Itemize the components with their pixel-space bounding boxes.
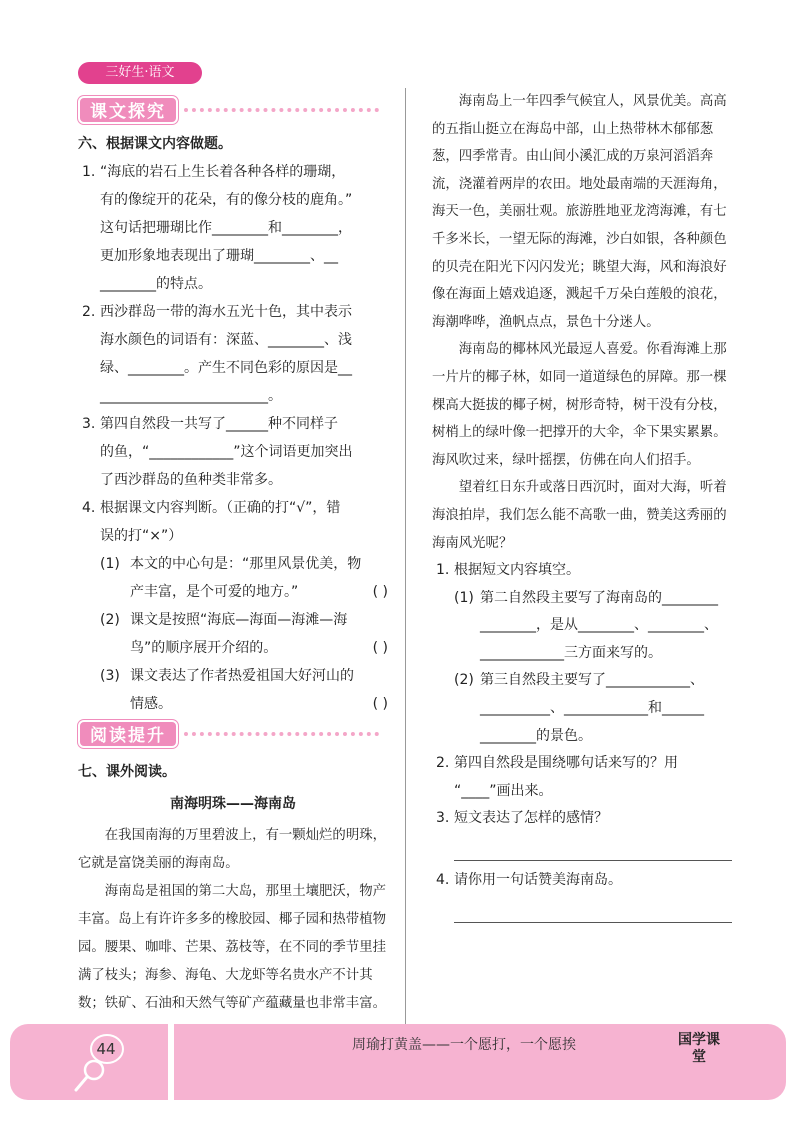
banner-kewen-label: 课文探究: [78, 96, 178, 124]
banner-yuedu: [78, 720, 379, 748]
sub-line: 本文的中心句是：“那里风景优美，物: [130, 556, 362, 572]
passage-paragraph-1: 在我国南海的万里碧波上，有一颗灿烂的明珠，它就是富饶美丽的海南岛。: [78, 828, 386, 871]
q-line: 请你用一句话赞美海南岛。: [454, 872, 622, 889]
banner-kewen: [78, 96, 379, 124]
q-num: 4.: [436, 872, 450, 889]
question-3: [78, 410, 388, 494]
passage-paragraph-5: 望着红日东升或落日西沉时，面对大海，听着海浪拍岸，我们怎么能不高歌一曲，赞美这秀丽的海南风光呢？: [432, 480, 727, 551]
section7-heading: 七、课外阅读。: [78, 764, 176, 780]
banner-dots: [184, 732, 379, 736]
q-line: ________的特点。: [100, 276, 212, 292]
sub-line: 课文表达了作者热爱祖国大好河山的: [130, 668, 354, 684]
q-num: 1.: [82, 164, 96, 180]
q-line: 这句话把珊瑚比作________和________，: [100, 220, 352, 236]
sub-line: ____________三方面来写的。: [480, 644, 662, 661]
passage-paragraph-3: 海南岛上一年四季气候宜人，风景优美。高高的五指山挺立在海岛中部，山上热带林木郁郁葱葱，四季常青。由山间小溪汇成的万泉河滔滔奔流，浇灌着两岸的农田。地处最南端的天涯海角，海天一色，美丽壮观。旅游胜地亚龙湾海滩，有七千多米长，一望无际的海滩，沙白如银，各种颜色的贝壳在阳光下闪闪发光；眺望大海，风和海浪好像在海面上嬉戏追逐，溅起千万朵白莲般的浪花，海潮哗哗，渔帆点点，景色十分迷人。: [432, 94, 727, 330]
series-tag: 三好生·语文: [78, 62, 202, 84]
q-num: 1.: [436, 562, 450, 579]
q-line: 误的打“×”）: [100, 528, 183, 544]
sub-num: (2): [454, 672, 474, 689]
q-line: 根据短文内容填空。: [454, 562, 580, 579]
question-1: [78, 158, 388, 298]
sub-line-text: 产丰富，是个可爱的地方。”: [130, 584, 299, 600]
judge-item-3: [78, 662, 388, 718]
q-num: 3.: [436, 810, 450, 827]
reading-column: [78, 758, 388, 1018]
reading-question-1: [432, 557, 732, 585]
q-line: “____”画出来。: [454, 782, 553, 799]
sub-line: [130, 634, 388, 662]
banner-dots: [184, 108, 379, 112]
q-line: 第四自然段一共写了______种不同样子: [100, 416, 338, 432]
fill-item-1: [432, 585, 732, 668]
q-line: 第四自然段是围绕哪句话来写的？用: [454, 755, 678, 772]
q-line: 海水颜色的词语有：深蓝、________、浅: [100, 332, 352, 348]
sub-line: 课文是按照“海底—海面—海滩—海: [130, 612, 348, 628]
answer-line-3[interactable]: [454, 833, 732, 861]
q-line: “海底的岩石上生长着各种各样的珊瑚，: [100, 164, 346, 180]
q-line: 的鱼，“____________”这个词语更加突出: [100, 444, 353, 460]
answer-paren[interactable]: ( ): [372, 696, 388, 712]
fill-item-2: [432, 667, 732, 750]
page-number: 44: [96, 1040, 116, 1058]
sub-line: ________的景色。: [480, 727, 592, 744]
q-num: 3.: [82, 416, 96, 432]
q-line: 有的像绽开的花朵，有的像分枝的鹿角。”: [100, 192, 353, 208]
passage-title: 南海明珠——海南岛: [170, 796, 296, 812]
q-line: 西沙群岛一带的海水五光十色，其中表示: [100, 304, 352, 320]
sub-num: (2): [100, 612, 120, 628]
footer-idiom: 周瑜打黄盖——一个愿打，一个愿挨: [352, 1037, 576, 1053]
question-4: [78, 494, 388, 550]
sub-line: [130, 578, 388, 606]
sub-line: [130, 690, 388, 718]
column-divider: [405, 88, 406, 1028]
answer-paren[interactable]: ( ): [372, 584, 388, 600]
left-column: [78, 130, 388, 718]
sub-line-text: 鸟”的顺序展开介绍的。: [130, 640, 278, 656]
banner-yuedu-label: 阅读提升: [78, 720, 178, 748]
sub-line: __________、____________和______: [480, 700, 704, 717]
sub-num: (1): [454, 589, 474, 606]
q-line: ________________________。: [100, 388, 282, 404]
judge-item-1: [78, 550, 388, 606]
q-num: 2.: [436, 755, 450, 772]
q-line: 绿、________。产生不同色彩的原因是__: [100, 360, 352, 376]
sub-line: ________，是从________、________、: [480, 617, 718, 634]
sub-line-text: 情感。: [130, 696, 172, 712]
q-line: 更加形象地表现出了珊瑚________、__: [100, 248, 338, 264]
reading-question-3: [432, 805, 732, 833]
answer-paren[interactable]: ( ): [372, 640, 388, 656]
passage-paragraph-4: 海南岛的椰林风光最逗人喜爱。你看海滩上那一片片的椰子林，如同一道道绿色的屏障。那一棵棵高大挺拔的椰子树，树形奇特，树干没有分枝，树梢上的绿叶像一把撑开的大伞，伞下果实累累。海风吹过来，绿叶摇摆，仿佛在向人们招手。: [432, 342, 727, 468]
footer-guoxue-label: 国学课堂: [678, 1032, 720, 1065]
judge-item-2: [78, 606, 388, 662]
q-line: 了西沙群岛的鱼种类非常多。: [100, 472, 282, 488]
footer-right-panel: [174, 1024, 786, 1100]
page-footer: [10, 1024, 786, 1100]
passage-paragraph-2: 海南岛是祖国的第二大岛，那里土壤肥沃，物产丰富。岛上有许许多多的橡胶园、椰子园和热带植物园。腰果、咖啡、芒果、荔枝等，在不同的季节里挂满了枝头；海参、海龟、大龙虾等名贵水产不计其数；铁矿、石油和天然气等矿产蕴藏量也非常丰富。: [78, 884, 386, 1011]
sub-num: (1): [100, 556, 120, 572]
q-num: 4.: [82, 500, 96, 516]
footer-left-panel: [10, 1024, 168, 1100]
sub-line: 第二自然段主要写了海南岛的________: [480, 589, 718, 606]
question-2: [78, 298, 388, 410]
right-column: [432, 88, 732, 923]
reading-question-4: [432, 867, 732, 895]
page-number-ring: [88, 1032, 126, 1066]
section6-heading: 六、根据课文内容做题。: [78, 136, 232, 152]
sub-num: (3): [100, 668, 120, 684]
q-line: 根据课文内容判断。（正确的打“√”，错: [100, 500, 341, 516]
q-num: 2.: [82, 304, 96, 320]
answer-line-4[interactable]: [454, 895, 732, 923]
q-line: 短文表达了怎样的感情？: [454, 810, 608, 827]
reading-question-2: [432, 750, 732, 805]
sub-line: 第三自然段主要写了____________、: [480, 672, 704, 689]
